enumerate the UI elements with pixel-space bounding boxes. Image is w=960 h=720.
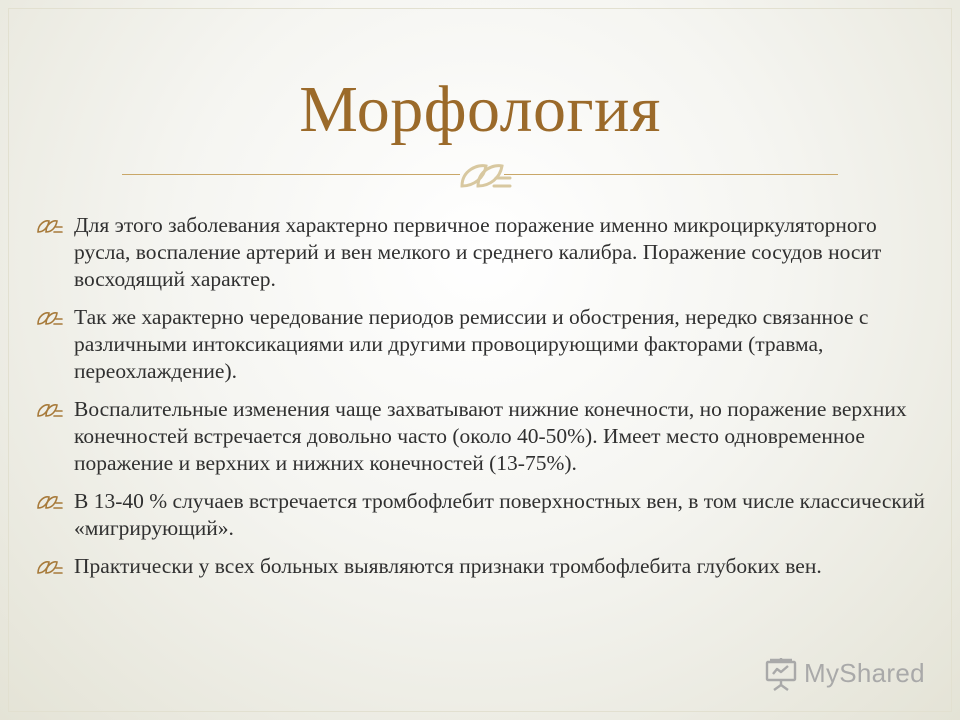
bullet-text: В 13-40 % случаев встречается тромбофлебит поверхностных вен, в том числе классический «мигрирующий». [74, 489, 925, 540]
bullet-item [34, 304, 934, 385]
bullet-text: Практически у всех больных выявляются признаки тромбофлебита глубоких вен. [74, 554, 822, 578]
presentation-board-icon [764, 656, 798, 692]
bullet-item [34, 488, 934, 542]
leaf-bullet-icon [36, 218, 64, 234]
leaf-bullet-icon [36, 494, 64, 510]
bullet-item [34, 212, 934, 293]
leaf-bullet-icon [36, 559, 64, 575]
bullet-item [34, 396, 934, 477]
bullet-item [34, 553, 934, 580]
watermark-logo [764, 656, 934, 696]
bullet-text: Так же характерно чередование периодов ремиссии и обострения, нередко связанное с различными интоксикациями или другими провоцирующими факторами (травма, переохлаждение). [74, 305, 869, 383]
watermark-text: MyShared [804, 658, 925, 688]
leaf-bullet-icon [36, 310, 64, 326]
leaf-bullet-icon [36, 402, 64, 418]
slide-title: Морфология [299, 73, 661, 146]
title-rule-left [122, 174, 460, 175]
bullet-text: Для этого заболевания характерно первичное поражение именно микроциркуляторного русла, воспаление артерий и вен мелкого и среднего калибра. Поражение сосудов носит восходящий характер. [74, 213, 882, 291]
bullet-text: Воспалительные изменения чаще захватывают нижние конечности, но поражение верхних конечностей встречается довольно часто (около 40-50%). Имеет место одновременное поражение и верхних и нижних конечностей (13-75%). [74, 397, 907, 475]
bullet-list [34, 212, 934, 591]
double-leaf-ornament-icon [456, 160, 516, 192]
title-rule-right [504, 174, 838, 175]
